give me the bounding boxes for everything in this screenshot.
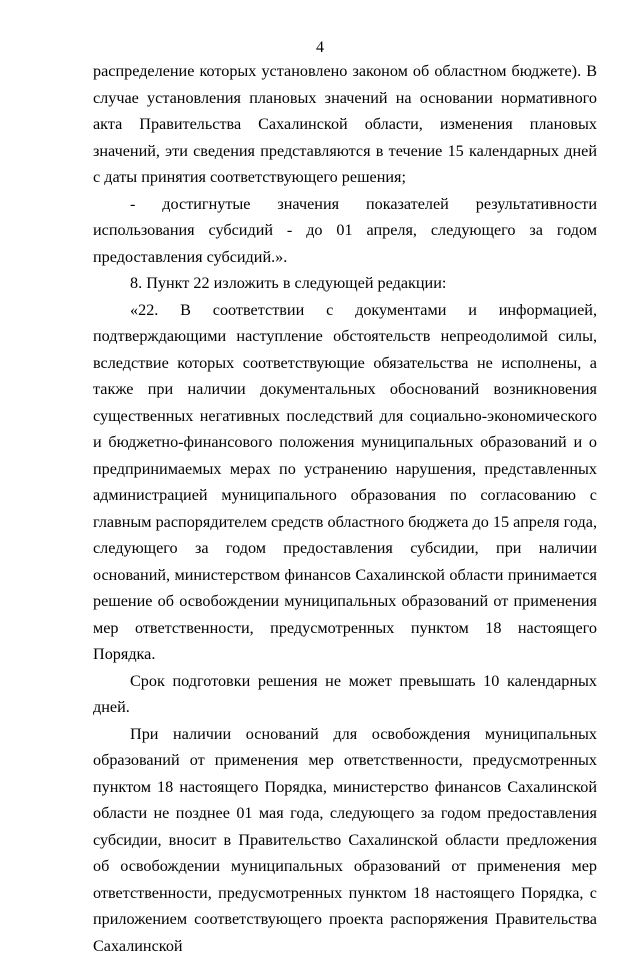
page-number: 4 bbox=[0, 38, 640, 58]
paragraph-5: Срок подготовки решения не может превышать 10 календарных дней. bbox=[93, 668, 597, 721]
paragraph-3: 8. Пункт 22 изложить в следующей редакции: bbox=[93, 270, 597, 297]
paragraph-4: «22. В соответствии с документами и информацией, подтверждающими наступление обстоятельств непреодолимой силы, вследствие которых соответствующие обязательства не исполнены, а также при наличии документальных обоснований возникновения существенных негативных последствий для социально-экономического и бюджетно-финансового положения муниципальных образований и о предпринимаемых мерах по устранению нарушения, представленных администрацией муниципального образования по согласованию с главным распорядителем средств областного бюджета до 15 апреля года, следующего за годом предоставления субсидии, при наличии оснований, министерством финансов Сахалинской области принимается решение об освобождении муниципальных образований от применения мер ответственности, предусмотренных пунктом 18 настоящего Порядка. bbox=[93, 297, 597, 668]
document-body bbox=[93, 58, 597, 959]
paragraph-2: - достигнутые значения показателей результативности использования субсидий - до 01 апреля, следующего за годом предоставления субсидий.». bbox=[93, 191, 597, 271]
paragraph-6: При наличии оснований для освобождения муниципальных образований от применения мер ответственности, предусмотренных пунктом 18 настоящего Порядка, министерство финансов Сахалинской области не позднее 01 мая года, следующего за годом предоставления субсидии, вносит в Правительство Сахалинской области предложения об освобождении муниципальных образований от применения мер ответственности, предусмотренных пунктом 18 настоящего Порядка, с приложением соответствующего проекта распоряжения Правительства Сахалинской bbox=[93, 721, 597, 959]
paragraph-1: распределение которых установлено законом об областном бюджете). В случае установления плановых значений на основании нормативного акта Правительства Сахалинской области, изменения плановых значений, эти сведения представляются в течение 15 календарных дней с даты принятия соответствующего решения; bbox=[93, 58, 597, 191]
